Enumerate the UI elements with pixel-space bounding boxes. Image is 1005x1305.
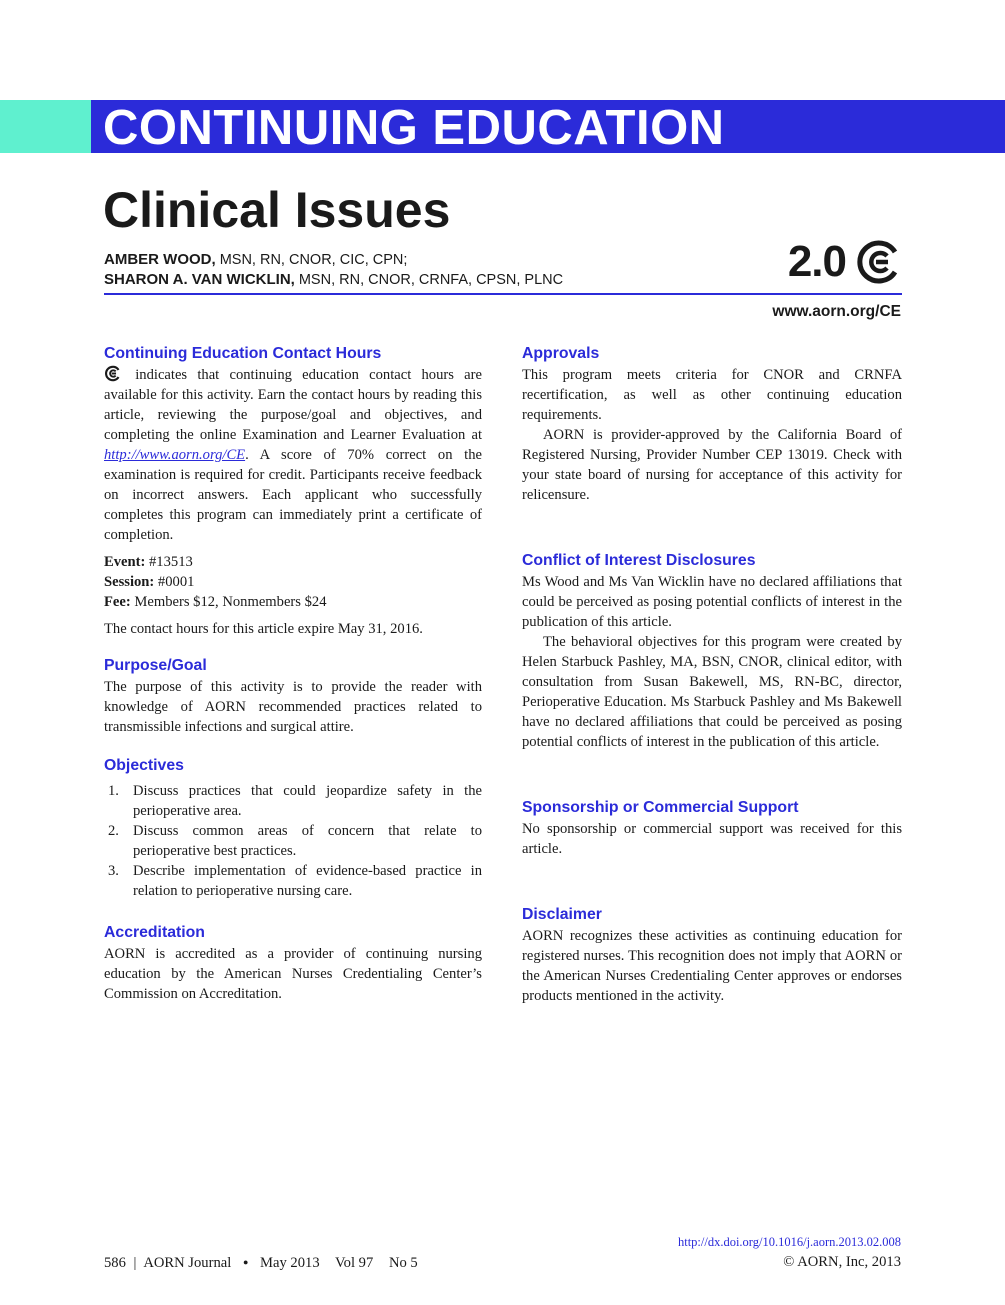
section-heading: Accreditation	[104, 924, 205, 941]
page-number: 586	[104, 1255, 126, 1271]
event-info	[104, 552, 482, 612]
ce-logo-icon	[104, 365, 121, 382]
section-heading: Approvals	[522, 345, 600, 362]
contact-hours-rest: . A score of 70% correct on the examination is required for credit. Participants receive feedback on incorrect answers. Each applicant who successfully completes this program can immediately print a certificate of completion.	[104, 447, 482, 543]
author-name: SHARON A. VAN WICKLIN,	[104, 271, 295, 288]
issue-number: No 5	[388, 1255, 418, 1271]
sponsorship-text: No sponsorship or commercial support was received for this article.	[522, 821, 902, 857]
section-heading: Sponsorship or Commercial Support	[522, 799, 799, 816]
issue-date: May 2013	[260, 1255, 320, 1271]
objectives-section	[104, 756, 482, 901]
contact-hours-intro: indicates that continuing education contact hours are available for this activity. Earn the contact hours by reading this article, reviewing the purpose/goal and objectives, and completing the online Examination and Learner Evaluation at	[104, 367, 482, 443]
banner-title: CONTINUING EDUCATION	[103, 101, 725, 155]
banner-accent	[0, 100, 91, 153]
author-credentials: MSN, RN, CNOR, CIC, CPN;	[215, 252, 408, 268]
event-label: Event:	[104, 554, 146, 570]
fee-line	[104, 592, 482, 612]
sponsorship-section	[522, 798, 902, 859]
section-heading: Objectives	[104, 757, 184, 774]
conflict-text: The behavioral objectives for this program were created by Helen Starbuck Pashley, MA, BSN, CNOR, clinical editor, with consultation from Susan Bakewell, MS, RN-BC, director, Perioperative Education. Ms Starbuck Pashley and Ms Bakewell have no declared affiliations that could be perceived as posing potential conflicts of interest in the publication of this article.	[522, 634, 902, 750]
list-number: 1.	[108, 783, 119, 799]
contact-hours-badge	[788, 236, 902, 288]
author-line	[104, 270, 563, 290]
list-item	[104, 781, 482, 821]
list-number: 2.	[108, 823, 119, 839]
section-heading: Conflict of Interest Disclosures	[522, 552, 756, 569]
purpose-text: The purpose of this activity is to provide the reader with knowledge of AORN recommended practices related to transmissible infections and surgical attire.	[104, 679, 482, 735]
author-list	[104, 250, 563, 290]
event-line	[104, 552, 482, 572]
ce-link[interactable]: http://www.aorn.org/CE	[104, 447, 246, 463]
volume: Vol 97	[335, 1255, 374, 1271]
contact-hours-text	[104, 365, 482, 545]
contact-hours-value: 2.0	[787, 237, 846, 286]
session-value: #0001	[154, 574, 195, 590]
list-text: Discuss practices that could jeopardize safety in the perioperative area.	[133, 783, 482, 819]
session-label: Session:	[104, 574, 155, 590]
section-heading: Disclaimer	[522, 906, 602, 923]
conflict-text: Ms Wood and Ms Van Wicklin have no declared affiliations that could be perceived as posing potential conflicts of interest in the publication of this article.	[522, 574, 902, 630]
accreditation-section	[104, 923, 482, 1004]
list-number: 3.	[108, 863, 119, 879]
footer-separator: |	[133, 1255, 137, 1271]
copyright: © AORN, Inc, 2013	[783, 1254, 901, 1270]
purpose-section	[104, 656, 482, 737]
author-line	[104, 250, 563, 270]
section-heading: Continuing Education Contact Hours	[104, 345, 382, 362]
approvals-text: This program meets criteria for CNOR and CRNFA recertification, as well as other continuing education requirements.	[522, 367, 902, 423]
left-column	[104, 344, 482, 1004]
ce-website[interactable]: www.aorn.org/CE	[772, 303, 901, 320]
doi-link[interactable]: http://dx.doi.org/10.1016/j.aorn.2013.02.008	[677, 1235, 901, 1249]
page-title: Clinical Issues	[103, 182, 451, 238]
objectives-list	[104, 781, 482, 901]
approvals-text: AORN is provider-approved by the California Board of Registered Nursing, Provider Number CEP 13019. Check with your state board of nursing for acceptance of this activity for relicensure.	[522, 427, 902, 503]
disclaimer-text: AORN recognizes these activities as continuing education for registered nurses. This recognition does not imply that AORN or the American Nurses Credentialing Center approves or endorses products mentioned in the activity.	[522, 928, 902, 1004]
disclaimer-section	[522, 905, 902, 1006]
conflict-section	[522, 551, 902, 752]
session-line	[104, 572, 482, 592]
list-text: Describe implementation of evidence-based practice in relation to perioperative nursing care.	[133, 863, 482, 899]
footer-citation	[104, 1252, 418, 1273]
list-item	[104, 861, 482, 901]
approvals-section	[522, 344, 902, 505]
ce-logo-icon	[854, 238, 902, 286]
expire-text: The contact hours for this article expire May 31, 2016.	[104, 621, 423, 637]
author-name: AMBER WOOD,	[104, 251, 216, 268]
list-item	[104, 821, 482, 861]
section-banner	[91, 100, 1005, 153]
fee-value: Members $12, Nonmembers $24	[130, 594, 327, 610]
bullet-icon: ●	[242, 1257, 249, 1267]
header-divider	[104, 293, 902, 295]
event-value: #13513	[145, 554, 193, 570]
right-column	[522, 344, 902, 1006]
fee-label: Fee:	[104, 594, 131, 610]
section-heading: Purpose/Goal	[104, 657, 207, 674]
list-text: Discuss common areas of concern that relate to perioperative best practices.	[133, 823, 482, 859]
accreditation-text: AORN is accredited as a provider of continuing nursing education by the American Nurses Credentialing Center’s Commission on Accreditation.	[104, 946, 482, 1002]
contact-hours-section	[104, 344, 482, 639]
author-credentials: MSN, RN, CNOR, CRNFA, CPSN, PLNC	[294, 272, 564, 288]
journal-name: AORN Journal	[143, 1255, 232, 1271]
